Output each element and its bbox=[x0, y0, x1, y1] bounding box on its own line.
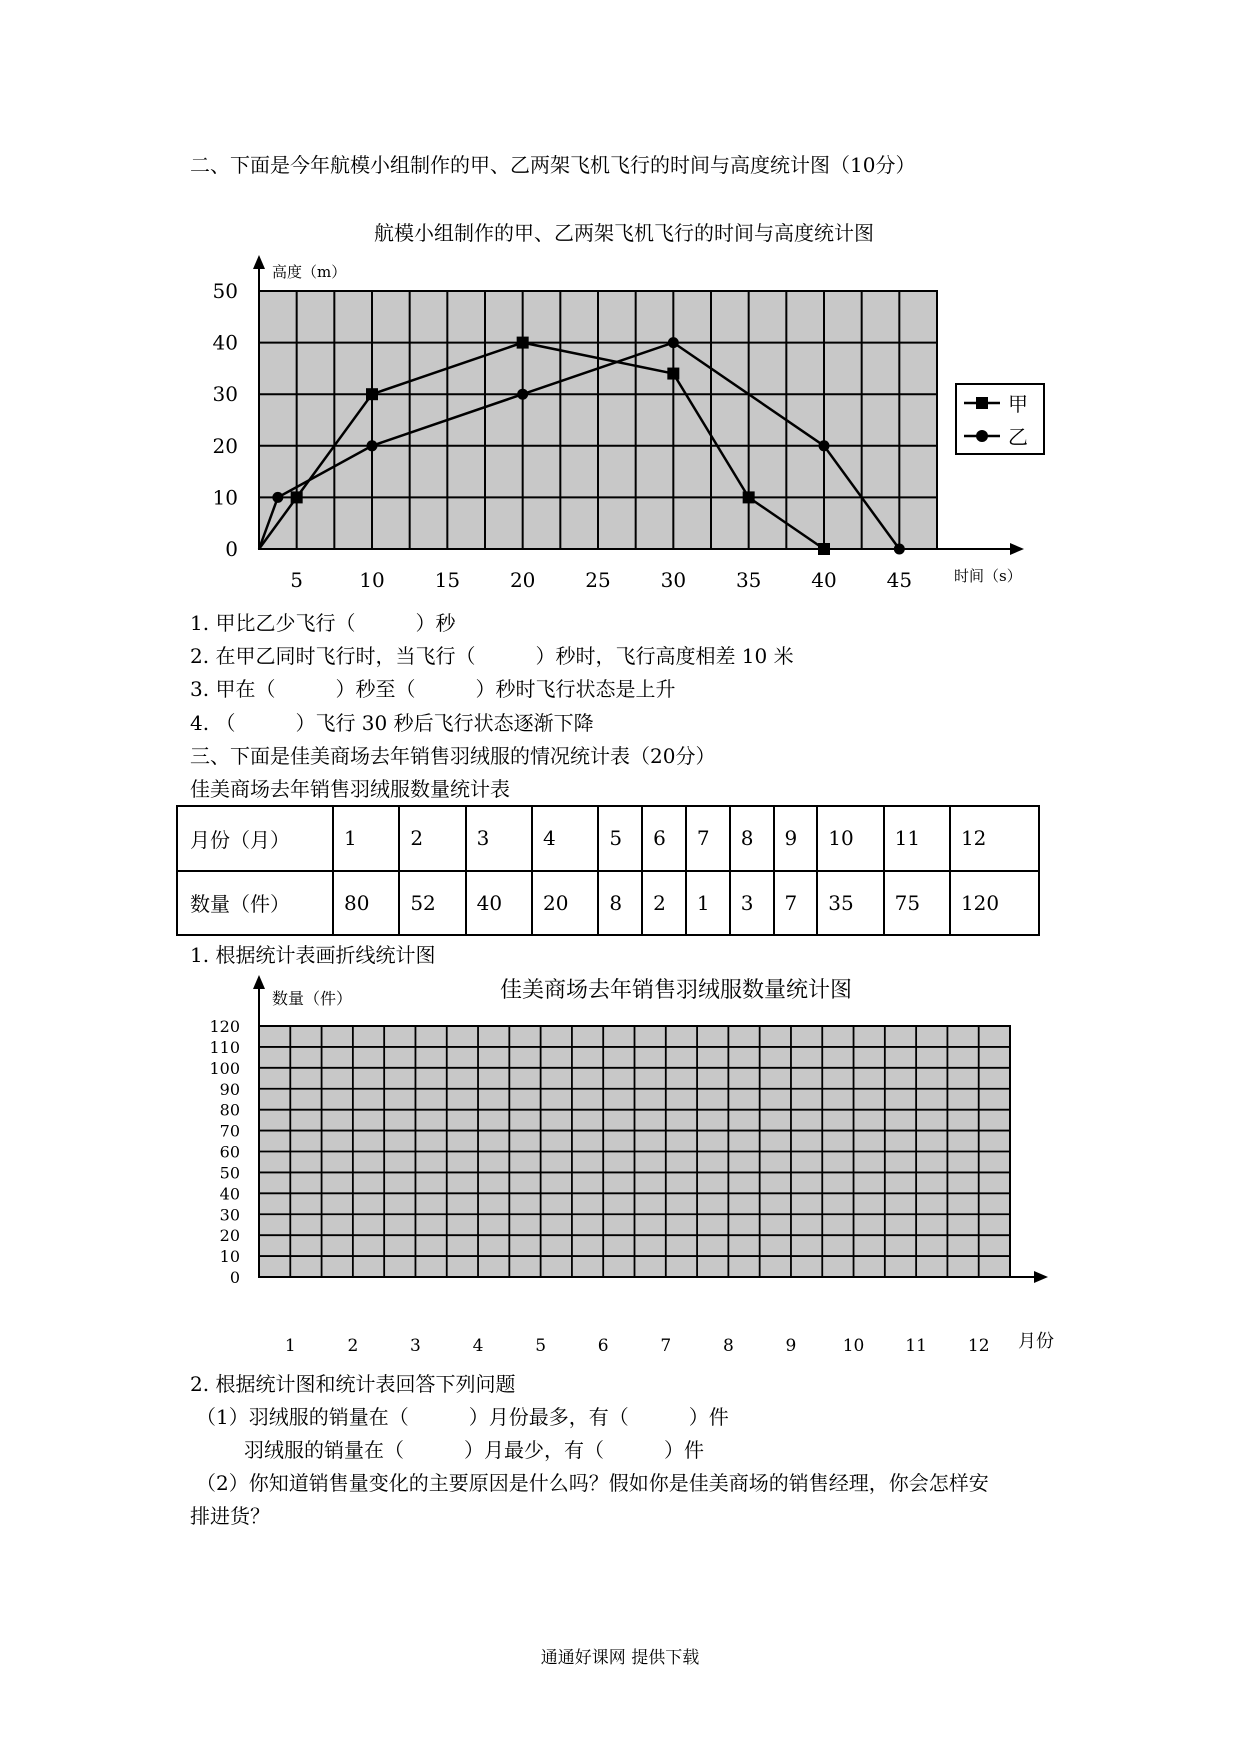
chart1-x-ticks bbox=[290, 568, 912, 592]
quantity-cell: 75 bbox=[884, 871, 950, 936]
data-point-yi bbox=[894, 544, 905, 555]
chart1-y-axis-arrow bbox=[253, 255, 265, 269]
y-tick-label: 100 bbox=[209, 1058, 240, 1078]
x-tick-label: 4 bbox=[472, 1336, 484, 1356]
x-tick-label: 5 bbox=[535, 1336, 547, 1356]
chart2-y-ticks bbox=[209, 1017, 240, 1287]
section-2-heading: 二、下面是今年航模小组制作的甲、乙两架飞机飞行的时间与高度统计图（10分） bbox=[190, 153, 916, 177]
x-tick-label: 5 bbox=[290, 568, 304, 592]
chart2-title: 佳美商场去年销售羽绒服数量统计图 bbox=[499, 978, 853, 1003]
quantity-cell: 7 bbox=[774, 871, 818, 936]
x-tick-label: 15 bbox=[434, 568, 461, 592]
task-2: 2. 根据统计图和统计表回答下列问题 bbox=[190, 1372, 516, 1396]
chart1-legend-label-jia: 甲 bbox=[1008, 392, 1028, 416]
y-tick-label: 30 bbox=[212, 382, 238, 407]
data-point-yi bbox=[272, 492, 283, 503]
data-point-yi bbox=[367, 440, 378, 451]
month-cell: 5 bbox=[598, 806, 642, 871]
month-cell: 8 bbox=[730, 806, 774, 871]
question-2-2: 2. 在甲乙同时飞行时，当飞行（ ）秒时，飞行高度相差 10 米 bbox=[190, 644, 794, 668]
table-row-quantities bbox=[177, 871, 1039, 936]
month-cell: 3 bbox=[466, 806, 532, 871]
x-tick-label: 8 bbox=[722, 1336, 734, 1356]
question-3-1a: （1）羽绒服的销量在（ ）月份最多，有（ ）件 bbox=[196, 1405, 729, 1429]
y-tick-label: 30 bbox=[219, 1205, 240, 1225]
chart2-y-axis-arrow bbox=[253, 975, 265, 989]
data-point-jia bbox=[291, 491, 303, 503]
chart1-y-axis-label: 高度（m） bbox=[272, 263, 347, 281]
quantity-cell: 35 bbox=[817, 871, 883, 936]
question-3-1b: 羽绒服的销量在（ ）月最少，有（ ）件 bbox=[244, 1438, 704, 1462]
x-tick-label: 6 bbox=[597, 1336, 609, 1356]
y-tick-label: 50 bbox=[212, 279, 238, 303]
x-tick-label: 7 bbox=[660, 1336, 672, 1356]
legend-square-marker bbox=[976, 397, 988, 409]
month-cell: 2 bbox=[399, 806, 465, 871]
month-cell: 9 bbox=[774, 806, 818, 871]
month-cell: 7 bbox=[686, 806, 730, 871]
data-point-yi bbox=[668, 337, 679, 348]
data-point-yi bbox=[517, 389, 528, 400]
section-3-heading: 三、下面是佳美商场去年销售羽绒服的情况统计表（20分） bbox=[190, 744, 716, 768]
y-tick-label: 120 bbox=[209, 1017, 240, 1036]
x-tick-label: 1 bbox=[284, 1336, 296, 1356]
month-cell: 1 bbox=[333, 806, 399, 871]
y-tick-label: 20 bbox=[212, 433, 238, 458]
data-point-yi bbox=[819, 440, 830, 451]
y-tick-label: 40 bbox=[219, 1184, 240, 1204]
month-cell: 12 bbox=[950, 806, 1039, 871]
row-label-quantity: 数量（件） bbox=[177, 871, 333, 936]
quantity-cell: 40 bbox=[466, 871, 532, 936]
question-2-1: 1. 甲比乙少飞行（ ）秒 bbox=[190, 611, 456, 635]
quantity-cell: 3 bbox=[730, 871, 774, 936]
x-tick-label: 25 bbox=[585, 568, 611, 592]
quantity-cell: 1 bbox=[686, 871, 730, 936]
row-label-month: 月份（月） bbox=[177, 806, 333, 871]
x-tick-label: 9 bbox=[785, 1336, 797, 1356]
legend-circle-marker bbox=[976, 430, 988, 442]
x-tick-label: 45 bbox=[886, 568, 913, 592]
y-tick-label: 70 bbox=[219, 1121, 240, 1141]
x-tick-label: 35 bbox=[735, 568, 762, 592]
chart2-x-ticks bbox=[285, 1336, 990, 1356]
chart1-title: 航模小组制作的甲、乙两架飞机飞行的时间与高度统计图 bbox=[374, 221, 874, 245]
x-tick-label: 20 bbox=[509, 568, 536, 592]
chart2-y-axis-label: 数量（件） bbox=[272, 989, 353, 1008]
table-row-months bbox=[177, 806, 1039, 871]
chart1-x-axis-arrow bbox=[1010, 543, 1024, 555]
question-2-3: 3. 甲在（ ）秒至（ ）秒时飞行状态是上升 bbox=[190, 677, 676, 701]
y-tick-label: 0 bbox=[225, 537, 238, 561]
question-3-2-line2: 排进货？ bbox=[190, 1504, 270, 1528]
x-tick-label: 11 bbox=[905, 1336, 927, 1356]
data-point-jia bbox=[818, 543, 830, 555]
chart1-y-ticks bbox=[213, 279, 238, 561]
quantity-cell: 2 bbox=[642, 871, 686, 936]
month-cell: 11 bbox=[884, 806, 950, 871]
data-point-jia bbox=[667, 368, 679, 380]
x-tick-label: 2 bbox=[347, 1336, 359, 1356]
y-tick-label: 20 bbox=[219, 1226, 240, 1246]
table-title: 佳美商场去年销售羽绒服数量统计表 bbox=[190, 777, 510, 801]
y-tick-label: 90 bbox=[219, 1079, 240, 1099]
x-tick-label: 10 bbox=[842, 1336, 865, 1356]
footer-credit: 通通好课网 提供下载 bbox=[540, 1648, 700, 1668]
month-cell: 4 bbox=[532, 806, 598, 871]
quantity-cell: 80 bbox=[333, 871, 399, 936]
x-tick-label: 12 bbox=[967, 1336, 990, 1356]
x-tick-label: 30 bbox=[660, 568, 687, 592]
month-cell: 10 bbox=[817, 806, 883, 871]
data-point-jia bbox=[743, 491, 755, 503]
y-tick-label: 10 bbox=[219, 1247, 240, 1267]
data-point-jia bbox=[366, 388, 378, 400]
chart1-legend bbox=[956, 384, 1044, 454]
quantity-cell: 120 bbox=[950, 871, 1039, 936]
y-tick-label: 80 bbox=[219, 1100, 240, 1120]
x-tick-label: 40 bbox=[811, 568, 837, 592]
x-tick-label: 3 bbox=[410, 1336, 421, 1356]
sales-chart bbox=[0, 960, 1240, 1360]
chart1-legend-label-yi: 乙 bbox=[1008, 425, 1028, 449]
sales-table bbox=[176, 805, 1040, 936]
y-tick-label: 110 bbox=[209, 1037, 240, 1057]
month-cell: 6 bbox=[642, 806, 686, 871]
chart1-x-axis-label: 时间（s） bbox=[954, 567, 1022, 585]
y-tick-label: 50 bbox=[219, 1163, 240, 1183]
quantity-cell: 8 bbox=[598, 871, 642, 936]
y-tick-label: 0 bbox=[229, 1268, 240, 1287]
quantity-cell: 20 bbox=[532, 871, 598, 936]
task-1: 1. 根据统计表画折线统计图 bbox=[190, 943, 436, 967]
flight-height-chart bbox=[0, 0, 1240, 620]
chart2-x-axis-arrow bbox=[1034, 1271, 1048, 1283]
question-3-2-line1: （2）你知道销售量变化的主要原因是什么吗？假如你是佳美商场的销售经理，你会怎样安 bbox=[196, 1471, 989, 1495]
chart2-x-axis-label: 月份 bbox=[1018, 1331, 1054, 1352]
y-tick-label: 40 bbox=[212, 330, 238, 355]
y-tick-label: 60 bbox=[219, 1142, 240, 1162]
quantity-cell: 52 bbox=[399, 871, 465, 936]
question-2-4: 4. （ ）飞行 30 秒后飞行状态逐渐下降 bbox=[190, 711, 594, 735]
data-point-jia bbox=[517, 337, 529, 349]
y-tick-label: 10 bbox=[212, 485, 238, 510]
x-tick-label: 10 bbox=[359, 568, 385, 592]
